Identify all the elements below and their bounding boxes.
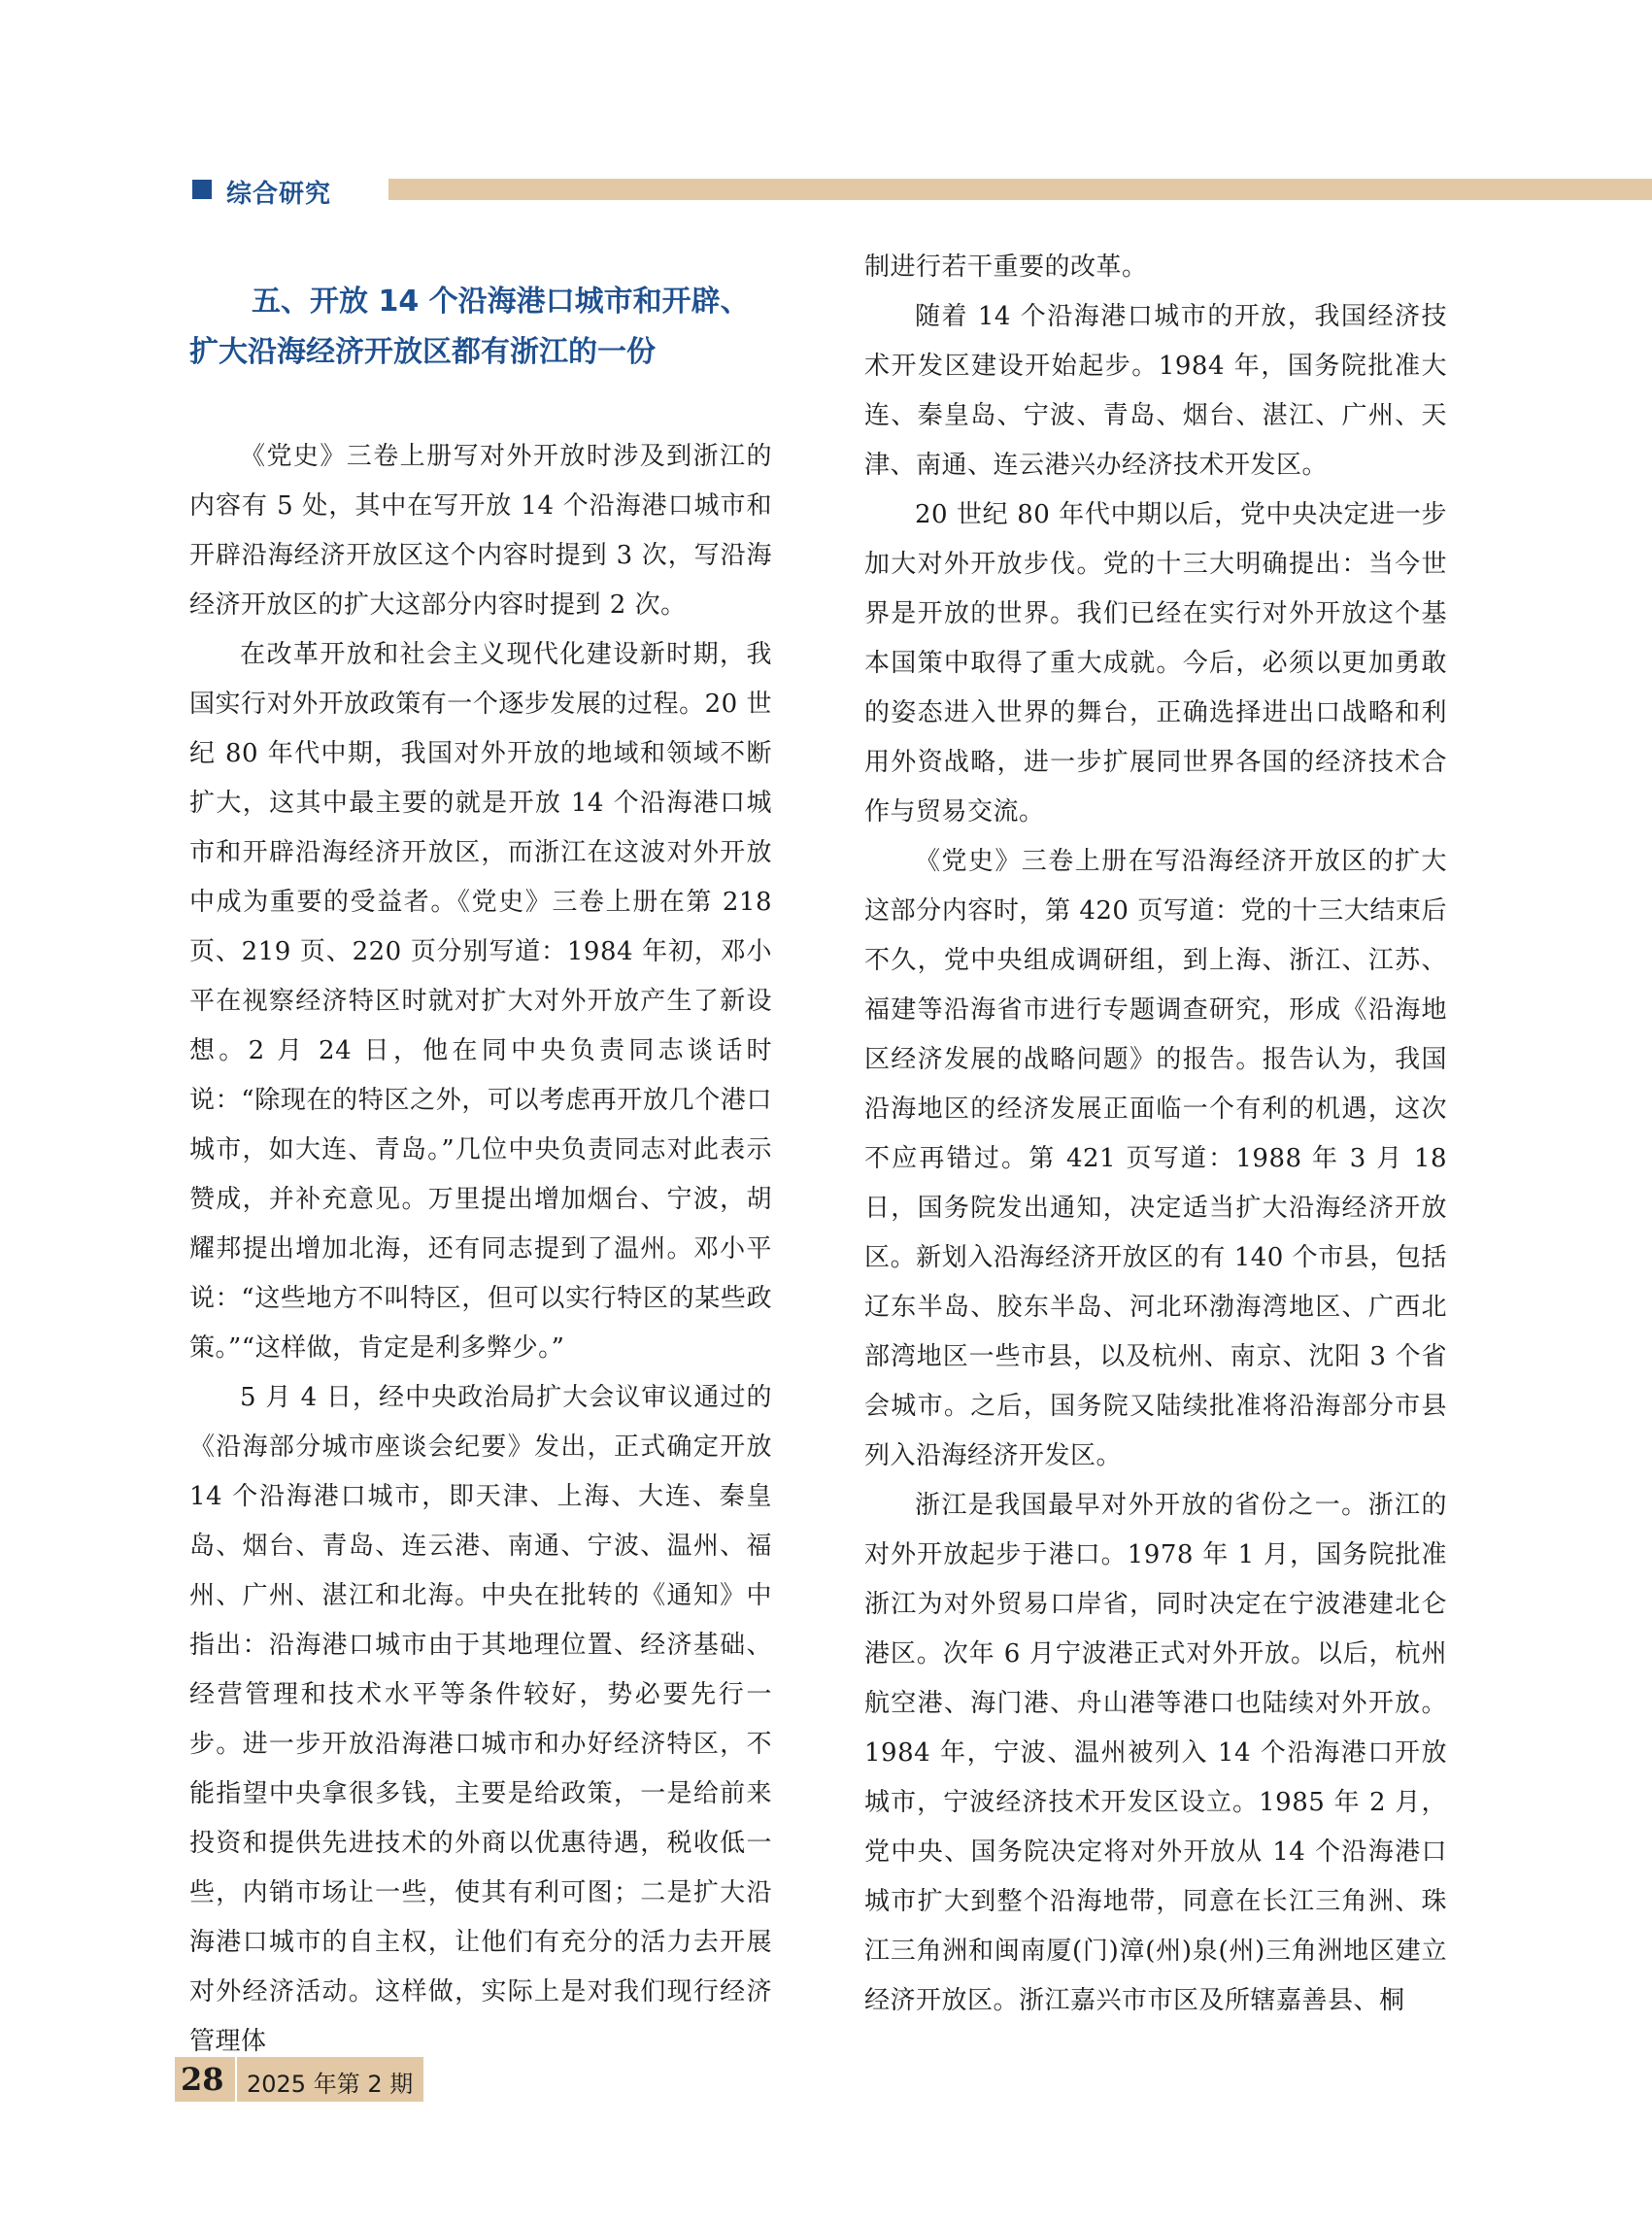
- left-column: [189, 248, 772, 2067]
- footer-divider: [235, 2057, 237, 2102]
- body-paragraph: 5 月 4 日，经中央政治局扩大会议审议通过的《沿海部分城市座谈会纪要》发出，正式确定开放 14 个沿海港口城市，即天津、上海、大连、秦皇岛、烟台、青岛、连云港、南通、宁波、温州、福州、广州、湛江和北海。中央在批转的《通知》中指出：沿海港口城市由于其地理位置、经济基础、经营管理和技术水平等条件较好，势必要先行一步。进一步开放沿海港口城市和办好经济特区，不能指望中央拿很多钱，主要是给政策，一是给前来投资和提供先进技术的外商以优惠待遇，税收低一些，内销市场让一些，使其有利可图；二是扩大沿海港口城市的自主权，让他们有充分的活力去开展对外经济活动。这样做，实际上是对我们现行经济管理体: [189, 1383, 772, 2056]
- right-column: [864, 243, 1447, 2026]
- section-marker-icon: [192, 180, 212, 199]
- chapter-heading-line-1: 五、开放 14 个沿海港口城市和开辟、: [252, 285, 750, 319]
- page-footer: [175, 2057, 423, 2102]
- section-header: [189, 176, 1652, 209]
- section-title: 综合研究: [226, 180, 332, 209]
- issue-label: 2025 年第 2 期: [247, 2071, 414, 2098]
- chapter-heading-line-2: 扩大沿海经济开放区都有浙江的一份: [189, 335, 656, 369]
- body-paragraph: 《党史》三卷上册写对外开放时涉及到浙江的内容有 5 处，其中在写开放 14 个沿海港口城市和开辟沿海经济开放区这个内容时提到 3 次，写沿海经济开放区的扩大这部分内容时提到 2 次。: [189, 442, 772, 620]
- body-paragraph: 在改革开放和社会主义现代化建设新时期，我国实行对外开放政策有一个逐步发展的过程。20 世纪 80 年代中期，我国对外开放的地域和领域不断扩大，这其中最主要的就是开放 14 个沿海港口城市和开辟沿海经济开放区，而浙江在这波对外开放中成为重要的受益者。《党史》三卷上册在第 218 页、219 页、220 页分别写道：1984 年初，邓小平在视察经济特区时就对扩大对外开放产生了新设想。2 月 24 日，他在同中央负责同志谈话时说：“除现在的特区之外，可以考虑再开放几个港口城市，如大连、青岛。”几位中央负责同志对此表示赞成，并补充意见。万里提出增加烟台、宁波，胡耀邦提出增加北海，还有同志提到了温州。邓小平说：“这些地方不叫特区，但可以实行特区的某些政策。”“这样做，肯定是利多弊少。”: [189, 640, 772, 1363]
- page-number: 28: [181, 2061, 224, 2098]
- chapter-heading: [189, 277, 772, 378]
- body-paragraph-continuation: 制进行若干重要的改革。: [864, 253, 1148, 282]
- body-paragraph: 20 世纪 80 年代中期以后，党中央决定进一步加大对外开放步伐。党的十三大明确提出：当今世界是开放的世界。我们已经在实行对外开放这个基本国策中取得了重大成就。今后，必须以更加勇敢的姿态进入世界的舞台，正确选择进出口战略和利用外资战略，进一步扩展同世界各国的经济技术合作与贸易交流。: [864, 500, 1447, 826]
- body-paragraph: 随着 14 个沿海港口城市的开放，我国经济技术开发区建设开始起步。1984 年，国务院批准大连、秦皇岛、宁波、青岛、烟台、湛江、广州、天津、南通、连云港兴办经济技术开发区。: [864, 302, 1447, 480]
- body-paragraph: 浙江是我国最早对外开放的省份之一。浙江的对外开放起步于港口。1978 年 1 月，国务院批准浙江为对外贸易口岸省，同时决定在宁波港建北仑港区。次年 6 月宁波港正式对外开放。以后，杭州航空港、海门港、舟山港等港口也陆续对外开放。1984 年，宁波、温州被列入 14 个沿海港口开放城市，宁波经济技术开发区设立。1985 年 2 月，党中央、国务院决定将对外开放从 14 个沿海港口城市扩大到整个沿海地带，同意在长江三角洲、珠江三角洲和闽南厦(门)漳(州)泉(州)三角洲地区建立经济开放区。浙江嘉兴市市区及所辖嘉善县、桐: [864, 1491, 1447, 2015]
- body-paragraph: 《党史》三卷上册在写沿海经济开放区的扩大这部分内容时，第 420 页写道：党的十三大结束后不久，党中央组成调研组，到上海、浙江、江苏、福建等沿海省市进行专题调查研究，形成《沿海地区经济发展的战略问题》的报告。报告认为，我国沿海地区的经济发展正面临一个有利的机遇，这次不应再错过。第 421 页写道：1988 年 3 月 18 日，国务院发出通知，决定适当扩大沿海经济开放区。新划入沿海经济开放区的有 140 个市县，包括辽东半岛、胶东半岛、河北环渤海湾地区、广西北部湾地区一些市县，以及杭州、南京、沈阳 3 个省会城市。之后，国务院又陆续批准将沿海部分市县列入沿海经济开发区。: [864, 847, 1447, 1470]
- header-decorative-bar: [388, 179, 1652, 200]
